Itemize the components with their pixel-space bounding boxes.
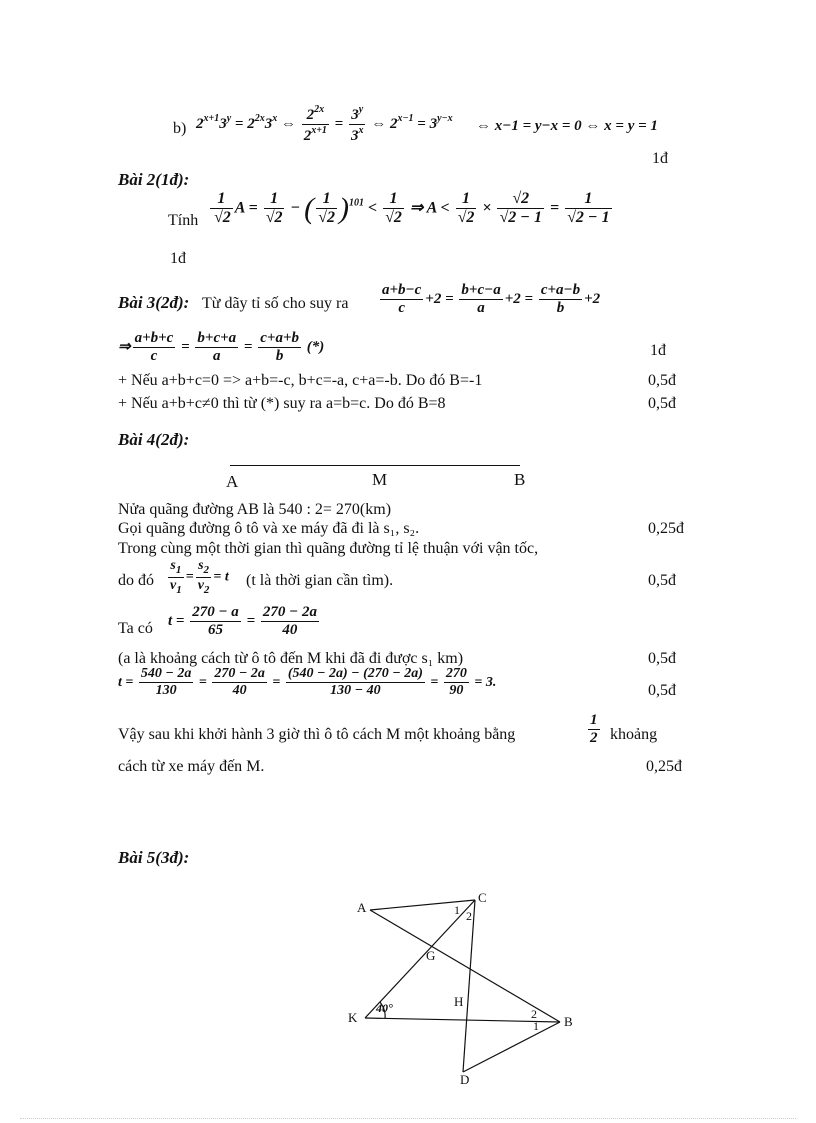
bai4-line5-equation: t = $\frac{270 - a}{65}$ = $\frac{270 - 2a}{40}$ (168, 604, 317, 639)
label-b2: 2 (531, 1007, 537, 1021)
label-c: C (478, 890, 487, 905)
bai4-line6: (a là khoảng cách từ ô tô đến M khi đã đi được s₁ km) (118, 650, 464, 667)
bai4-line1: Nửa quãng đường AB là 540 : 2= 270(km) (118, 501, 392, 518)
bai4-line2-score: 0,25đ (648, 520, 684, 537)
bai4-line6-score: 0,5đ (648, 650, 676, 667)
bai4-line2: Gọi quãng đường ô tô và xe máy đã đi là s₁, s₂. (118, 520, 420, 537)
bai5-heading: Bài 5(3đ): (118, 848, 190, 867)
bai4-line4-post: (t là thời gian cần tìm). (246, 572, 394, 589)
bai4-line3: Trong cùng một thời gian thì quãng đường tỉ lệ thuận với vận tốc, (118, 540, 539, 557)
segment-point-b: B (514, 470, 526, 489)
bai3-case2-score: 0,5đ (648, 395, 676, 412)
label-d: D (460, 1072, 470, 1087)
part-b-equation: $2^{x+1}3^y = 2^{2x}3^x$ ⇔ $\frac{2^{2x}}{2^{x+1}}$ = $\frac{3^y}{3^x}$ ⇔ $2^{x-1} = 3^{y-x}$ (196, 104, 453, 145)
label-angle-k: 40° (376, 1001, 393, 1015)
bai2-tinh: Tính (168, 212, 199, 229)
part-b-label: b) (173, 120, 187, 137)
bai2-equation: $\frac{1}{√2}$ A = $\frac{1}{√2}$ − ( $\frac{1}{√2}$ )$^{101}$ < $\frac{1}{√2}$ ⇒ A < $\frac{1}{√2}$ × $\frac{√2}{√2 - 1}$ = $\frac{1}{√2 - 1}$ (208, 190, 614, 228)
bai3-heading: Bài 3(2đ): (118, 293, 190, 312)
bai4-line8-fraction: $\frac{1}{2}$ (590, 712, 598, 747)
bai3-equation-1: $\frac{a+b-c}{c}$ +2 = $\frac{b+c-a}{a}$ +2 = $\frac{c+a-b}{b}$ +2 (382, 282, 601, 317)
bai3-score-main: 1đ (650, 342, 666, 359)
bai4-line5-pre: Ta có (118, 620, 153, 637)
bai2-score: 1đ (170, 250, 186, 267)
part-b-result: ⇔ x−1 = y−x = 0 ⇔ x = y = 1 (476, 118, 658, 134)
segment-point-a: A (226, 472, 239, 491)
bai4-line4-equation: $\frac{s_1}{v_1}$ = $\frac{s_2}{v_2}$ = t (170, 558, 229, 596)
bai4-line4-pre: do đó (118, 572, 154, 589)
label-b1: 1 (533, 1019, 539, 1033)
label-a: A (357, 900, 367, 915)
bai4-line4-score: 0,5đ (648, 572, 676, 589)
bai4-line7-score: 0,5đ (648, 682, 676, 699)
label-c1: 1 (454, 903, 460, 917)
bai3-star: (*) (306, 339, 325, 356)
segment-ab (370, 910, 560, 1022)
bai4-line9-score: 0,25đ (646, 758, 682, 775)
bai3-case2: + Nếu a+b+c≠0 thì từ (*) suy ra a=b=c. Do đó B=8 (118, 395, 446, 412)
bai4-line8-post: khoảng (610, 726, 658, 743)
label-h: H (454, 994, 464, 1009)
geometry-figure (330, 880, 600, 1090)
bai3-case1-score: 0,5đ (648, 372, 676, 389)
segment-cd (463, 900, 475, 1072)
bai4-line8-pre: Vậy sau khi khởi hành 3 giờ thì ô tô cách M một khoảng bằng (118, 726, 516, 743)
label-c2: 2 (466, 909, 472, 923)
bai3-case1: + Nếu a+b+c=0 => a+b=-c, b+c=-a, c+a=-b. Do đó B=-1 (118, 372, 483, 389)
bai3-intro: Từ dãy tỉ số cho suy ra (202, 295, 349, 312)
part-b-score: 1đ (652, 150, 668, 167)
label-b: B (564, 1014, 573, 1029)
bai2-heading: Bài 2(1đ): (118, 170, 190, 189)
segment-point-m: M (372, 470, 388, 489)
bai4-line9: cách từ xe máy đến M. (118, 758, 265, 775)
bai4-line7-equation: t = $\frac{540 - 2a}{130}$ = $\frac{270 - 2a}{40}$ = $\frac{(540 - 2a) - (270 - 2a)}{130 - 40}$ = $\frac{270}{90}$ = 3. (118, 666, 497, 699)
label-k: K (348, 1010, 358, 1025)
bai3-equation-2: ⇒ $\frac{a+b+c}{c}$ = $\frac{b+c+a}{a}$ = $\frac{c+a+b}{b}$ (*) (118, 330, 325, 365)
page-bottom-border (20, 1118, 796, 1119)
segment-ab-line (230, 465, 520, 466)
label-g: G (426, 948, 436, 963)
segment-db (463, 1022, 560, 1072)
bai4-heading: Bài 4(2đ): (118, 430, 190, 449)
